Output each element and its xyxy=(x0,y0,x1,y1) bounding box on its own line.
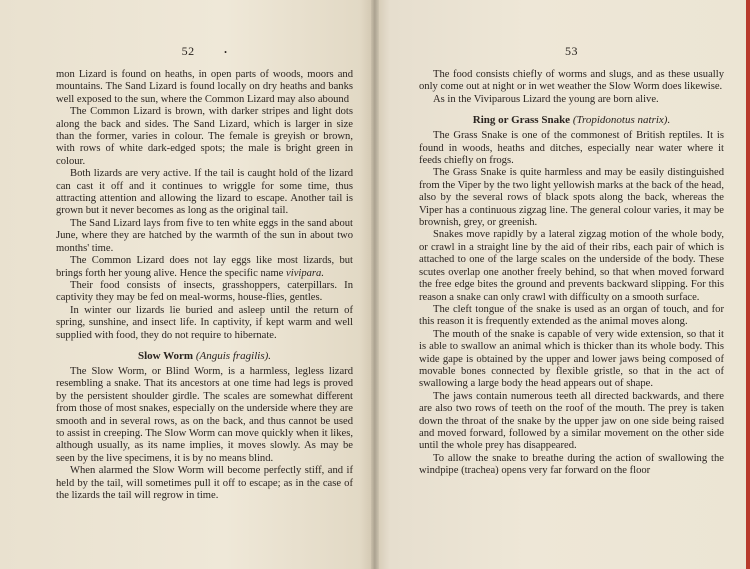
paragraph: The Grass Snake is quite harmless and may be easily distinguished from the Viper by the two light yellowish marks at the back of the head, also by the several rows of black spots along the back, whereas the Viper has a continuous zigzag line. The general colour varies, it may be brownish, grey, or greenish. xyxy=(419,167,724,229)
paragraph: When alarmed the Slow Worm will become perfectly stiff, and if held by the tail, will sometimes pull it off to escape; as in the case of the lizards the tail will regrow in time. xyxy=(56,465,353,501)
page-mark: • xyxy=(224,48,228,57)
section-heading-slow-worm: Slow Worm (Anguis fragilis). xyxy=(137,349,272,362)
paragraph: As in the Viviparous Lizard the young are born alive. xyxy=(433,93,659,105)
paragraph: In winter our lizards lie buried and asleep until the return of spring, sunshine, and insect life. In captivity, if kept warm and well supplied with food, they do not require to hibernate. xyxy=(56,304,353,341)
paragraph: mon Lizard is found on heaths, in open parts of woods, moors and mountains. The Sand Lizard is found locally on dry heaths and banks well exposed to the sun, where the Common Lizard may also abound xyxy=(56,69,353,105)
paragraph: The Sand Lizard lays from five to ten white eggs in the sand about June, where they are hatched by the warmth of the sun in about two months' time. xyxy=(56,217,353,254)
paragraph: The jaws contain numerous teeth all directed backwards, and there are also two rows of teeth on the roof of the mouth. The prey is taken down the throat of the snake by the upper jaw on one side being raised and moved forward, followed by a similar movement on the other side until the whole prey has disappeared. xyxy=(419,390,724,452)
page-number-left: 52 • xyxy=(181,44,228,58)
paragraph: The cleft tongue of the snake is used as an organ of touch, and for this reason it is frequently extended as the animal moves along. xyxy=(419,303,724,328)
paragraph: The Slow Worm, or Blind Worm, is a harmless, legless lizard resembling a snake. That its ancestors at one time had legs is proved by the persistent shoulder girdle. The scales are somewhat different from those of most snakes, especially on the underside where they are smooth and in several rows, as on the back, and thus cannot be used to assist in creeping. The Slow Worm can move quickly when it likes, although usually, as its name implies, it moves slowly. As may be seen by the live specimens, it is by no means blind. xyxy=(56,365,353,464)
section-heading-grass-snake: Ring or Grass Snake (Tropidonotus natrix). xyxy=(472,114,671,127)
book-gutter xyxy=(371,0,379,569)
right-page xyxy=(375,0,750,569)
paragraph: To allow the snake to breathe during the action of swallowing the windpipe (trachea) opens very far forward on the floor xyxy=(419,452,724,477)
paragraph: Their food consists of insects, grasshoppers, caterpillars. In captivity they may be fed on meal-worms, house-flies, gentles. xyxy=(56,279,353,304)
cover-edge xyxy=(746,0,750,569)
paragraph: The food consists chiefly of worms and slugs, and as these usually only come out at night or in wet weather the Slow Worm does likewise. xyxy=(419,69,724,93)
paragraph: Snakes move rapidly by a lateral zigzag motion of the whole body, or crawl in a straight line by the aid of their ribs, each pair of which is attached to one of the large scales on the underside of the body. These scutes overlap one another freely behind, so that when moved forward the free edge bites the ground and prevents backward slipping. For this reason a snake can only crawl with difficulty on a smooth surface. xyxy=(419,229,724,303)
paragraph: The Grass Snake is one of the commonest of British reptiles. It is found in woods, heaths and ditches, especially near water where it feeds chiefly on frogs. xyxy=(419,130,724,167)
paragraph: The Common Lizard is brown, with darker stripes and light dots along the back and sides. The Sand Lizard, which is larger in size than the former, varies in colour. The female is greyish or brown, with rows of white dark-edged spots; the male is bright green in colour. xyxy=(56,106,353,167)
paragraph: The mouth of the snake is capable of very wide extension, so that it is able to swallow an animal which is thicker than its whole body. This wide gape is obtained by the upper and lower jaws being composed of movable bones connected by flexible gristle, so that in the act of swallowing a large body the head appears out of shape. xyxy=(419,328,724,390)
paragraph: Both lizards are very active. If the tail is caught hold of the lizard can cast it off and it continues to wriggle for some time, thus attracting attention and allowing the lizard to escape. Another tail is grown but it never becomes as long as the original tail. xyxy=(56,168,353,217)
paragraph: The Common Lizard does not lay eggs like most lizards, but brings forth her young alive. Hence the specific name vivipara. xyxy=(56,255,353,279)
vivipara-term: vivipara. xyxy=(286,267,324,279)
page-number-right: 53 xyxy=(565,44,578,58)
